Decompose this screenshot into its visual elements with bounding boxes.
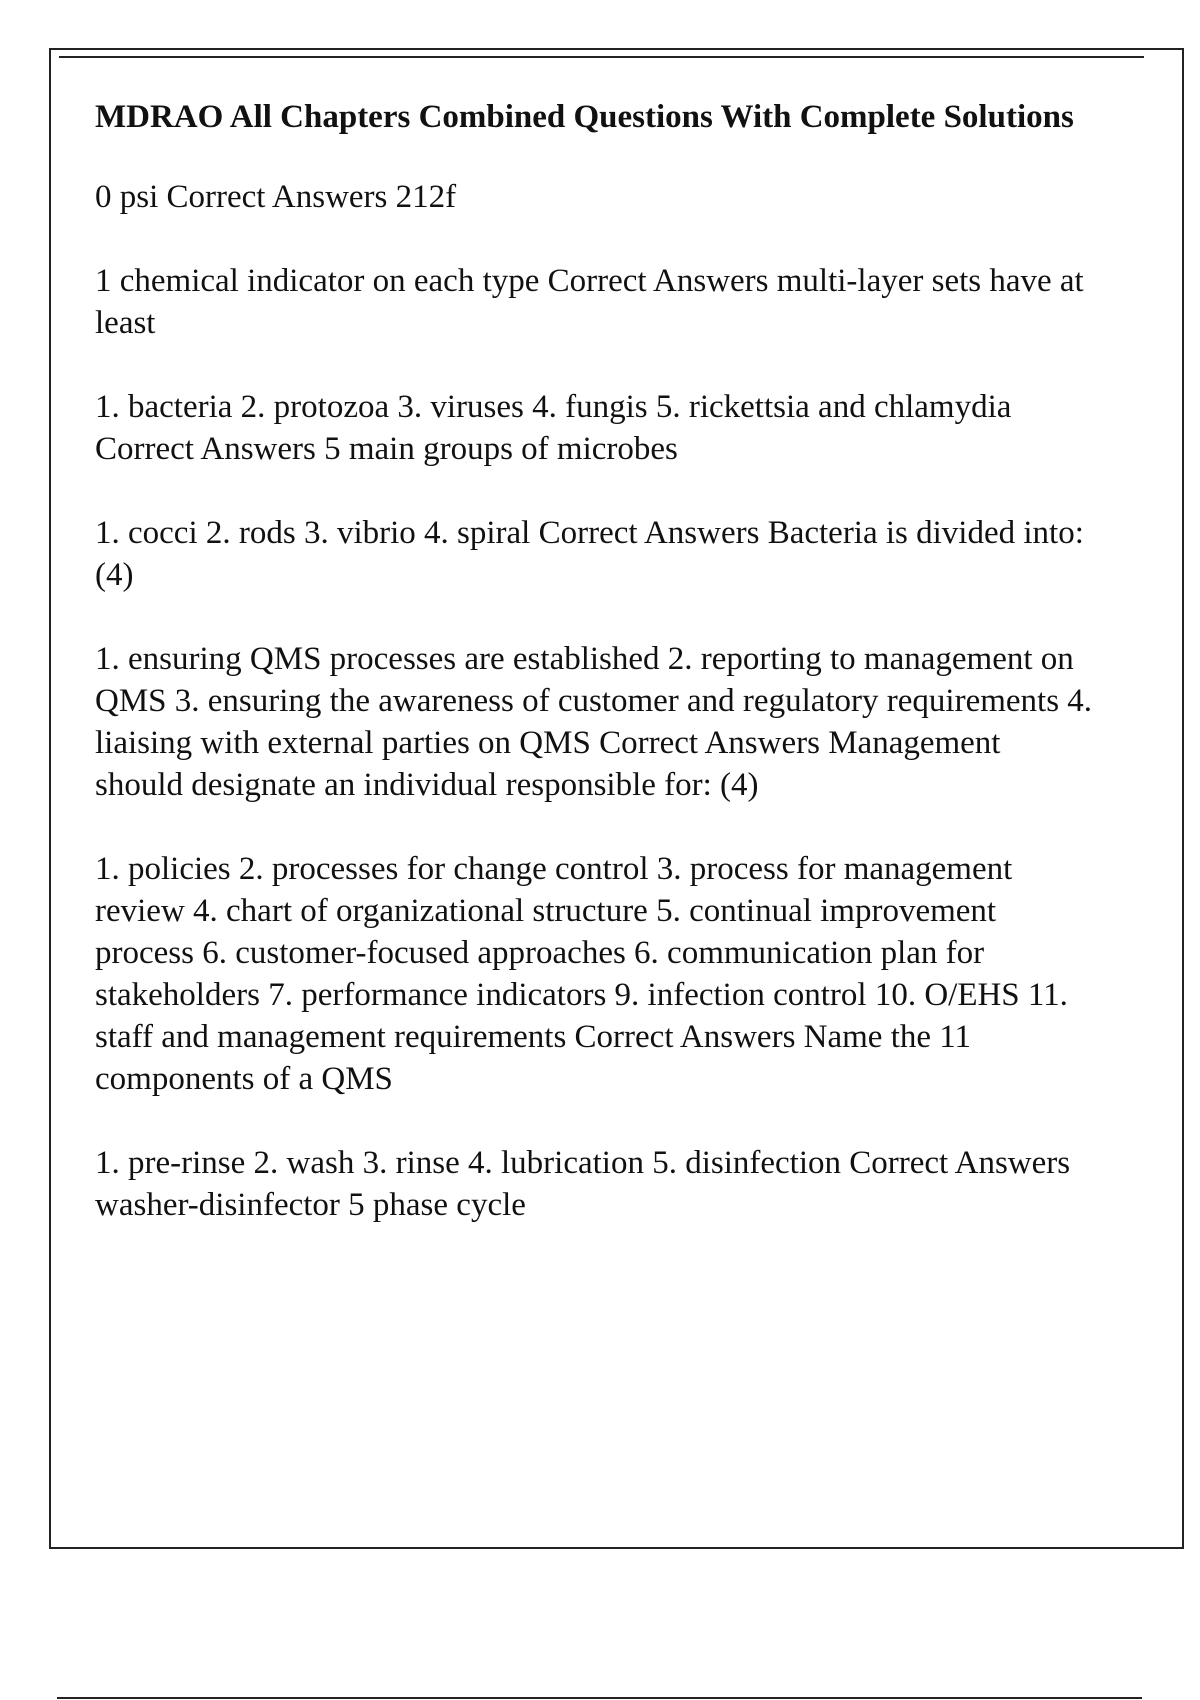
qa-item: 0 psi Correct Answers 212f: [95, 179, 457, 215]
qa-item: 1 chemical indicator on each type Correct Answers multi-layer sets have at least: [95, 263, 1084, 341]
bottom-rule: [57, 1697, 1142, 1699]
qa-item: 1. pre-rinse 2. wash 3. rinse 4. lubrication 5. disinfection Correct Answers washer-disinfector 5 phase cycle: [95, 1145, 1071, 1223]
qa-list: [95, 176, 1095, 1226]
document-title: MDRAO All Chapters Combined Questions With Complete Solutions: [95, 99, 1074, 135]
document-content: [95, 96, 1095, 1268]
qa-item: 1. policies 2. processes for change control 3. process for management review 4. chart of organizational structure 5. continual improvement process 6. customer-focused approaches 6. communication plan for stakeholders 7. performance indicators 9. infection control 10. O/EHS 11. staff and management requirements Correct Answers Name the 11 components of a QMS: [95, 851, 1068, 1097]
qa-item: 1. bacteria 2. protozoa 3. viruses 4. fungis 5. rickettsia and chlamydia Correct Answers 5 main groups of microbes: [95, 389, 1012, 467]
top-rule: [59, 56, 1144, 58]
qa-item: 1. ensuring QMS processes are established 2. reporting to management on QMS 3. ensuring the awareness of customer and regulatory requirements 4. liaising with external parties on QMS Correct Answers Management should designate an individual responsible for: (4): [95, 641, 1093, 803]
qa-item: 1. cocci 2. rods 3. vibrio 4. spiral Correct Answers Bacteria is divided into: (4): [95, 515, 1084, 593]
